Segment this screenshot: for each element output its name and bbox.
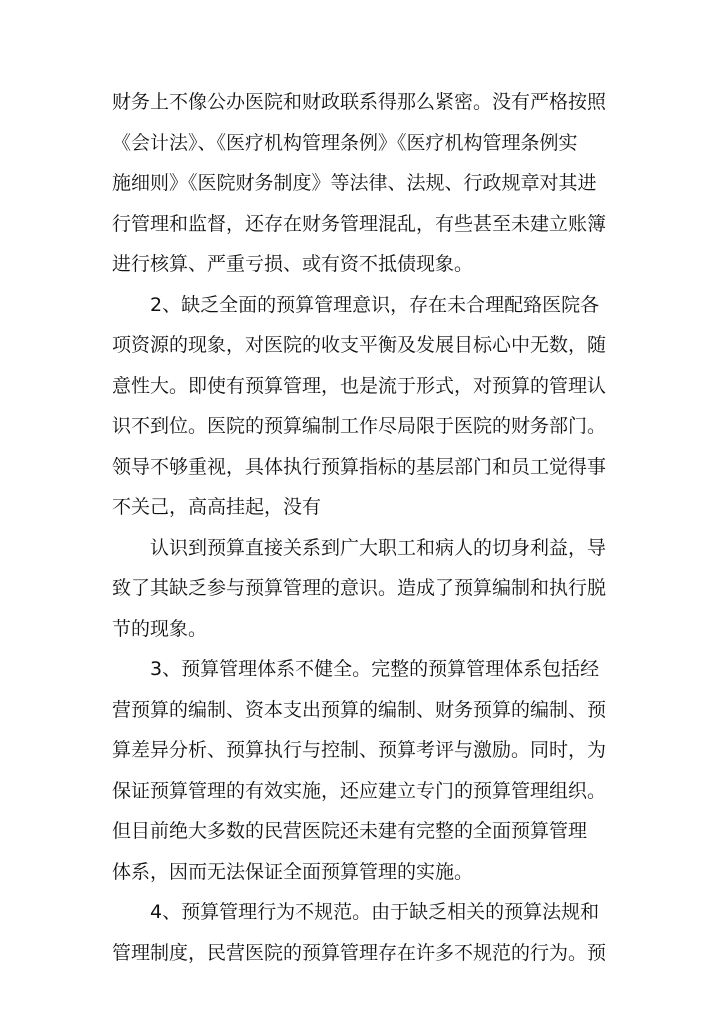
text-line: 进行核算、严重亏损、或有资不抵债现象。	[112, 253, 474, 275]
text-line: 行管理和监督，还存在财务管理混乱，有些甚至未建立账簿	[112, 212, 607, 235]
text-line: 管理制度，民营医院的预算管理存在许多不规范的行为。预	[112, 941, 607, 964]
text-line: 领导不够重视，具体执行预算指标的基层部门和员工觉得事	[112, 455, 607, 478]
text-line: 不关己，高高挂起，没有	[112, 496, 322, 518]
text-line: 致了其缺乏参与预算管理的意识。造成了预算编制和执行脱	[112, 577, 607, 599]
text-line: 算差异分析、预算执行与控制、预算考评与激励。同时，为	[112, 739, 607, 761]
text-line: 识不到位。医院的预算编制工作尽局限于医院的财务部门。	[112, 415, 607, 437]
text-line: 节的现象。	[112, 617, 208, 640]
paragraph-start-line: 4、预算管理行为不规范。由于缺乏相关的预算法规和	[150, 901, 600, 923]
paragraph-start-line: 2、缺乏全面的预算管理意识，存在未合理配臵医院各	[150, 293, 600, 316]
text-line: 体系，因而无法保证全面预算管理的实施。	[112, 860, 474, 883]
text-line: 但目前绝大多数的民营医院还未建有完整的全面预算管理	[112, 820, 588, 842]
paragraph-start-line: 认识到预算直接关系到广大职工和病人的切身利益，导	[150, 536, 607, 559]
text-line: 施细则》《医院财务制度》等法律、法规、行政规章对其进	[112, 172, 597, 194]
paragraph-start-line: 3、预算管理体系不健全。完整的预算管理体系包括经	[150, 658, 600, 680]
text-line: 意性大。即使有预算管理，也是流于形式，对预算的管理认	[112, 374, 607, 397]
text-line: 项资源的现象，对医院的收支平衡及发展目标心中无数，随	[112, 334, 607, 356]
document-body	[112, 82, 612, 973]
text-line: 《会计法》、《医疗机构管理条例》《医疗机构管理条例实	[112, 131, 578, 154]
text-line: 保证预算管理的有效实施，还应建立专门的预算管理组织。	[112, 779, 607, 802]
text-line: 财务上不像公办医院和财政联系得那么紧密。没有严格按照	[112, 91, 607, 113]
text-line: 营预算的编制、资本支出预算的编制、财务预算的编制、预	[112, 698, 607, 721]
